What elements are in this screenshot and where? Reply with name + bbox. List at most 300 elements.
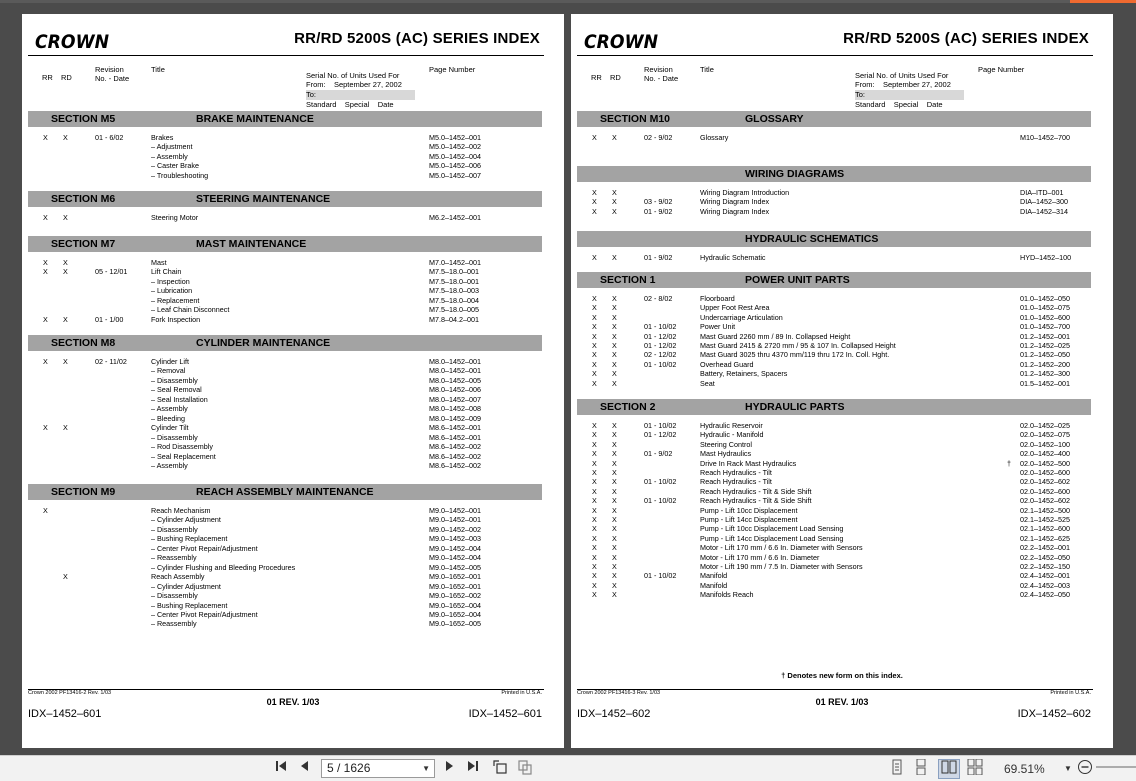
page-number: 01.5–1452–001 xyxy=(1020,378,1070,388)
section-band xyxy=(28,335,542,351)
section-band xyxy=(577,111,1091,127)
entry-title: Hydraulic - Manifold xyxy=(700,430,764,440)
rr-mark: X xyxy=(592,496,597,506)
page-number: M7.5–18.0–005 xyxy=(429,305,479,315)
section-number: SECTION M5 xyxy=(51,113,116,125)
entry-title: Mast xyxy=(151,258,167,267)
standard-label: Standard xyxy=(855,100,886,109)
rr-mark: X xyxy=(592,486,597,496)
entry-title: Reach Assembly xyxy=(151,572,205,582)
window-top-edge xyxy=(0,0,1136,3)
first-page-icon[interactable] xyxy=(272,759,290,779)
page-number: M7.5–18.0–004 xyxy=(429,295,479,305)
crown-logo xyxy=(582,30,662,52)
entry-title: Manifold xyxy=(700,580,728,590)
page-number: 02.0–1452–100 xyxy=(1020,439,1070,449)
page-number: M9.0–1452–004 xyxy=(429,553,481,563)
from-date: September 27, 2002 xyxy=(882,80,951,89)
to-field xyxy=(855,90,964,100)
entry-title: Motor - Lift 190 mm / 7.5 In. Diameter with Sensors xyxy=(700,562,863,571)
page-number: 01.2–1452–300 xyxy=(1020,369,1070,379)
next-page-icon[interactable] xyxy=(440,759,458,779)
rr-mark: X xyxy=(592,197,597,207)
page-number: M9.0–1452–005 xyxy=(429,562,481,572)
index-row xyxy=(571,379,1113,389)
entry-title: Mast Guard 3025 thru 4370 mm/119 thru 172 In. Coll. Hght. xyxy=(700,350,890,360)
entry-title: Reach Hydraulics - Tilt xyxy=(700,477,772,487)
zoom-level[interactable]: 69.51% xyxy=(1004,762,1045,776)
index-row xyxy=(571,590,1113,600)
revision-date: 01 - 10/02 xyxy=(644,571,677,581)
index-row xyxy=(22,461,564,471)
svg-text:CROWN: CROWN xyxy=(584,31,659,52)
entry-title: Battery, Retainers, Spacers xyxy=(700,369,788,379)
svg-text:CROWN: CROWN xyxy=(35,31,110,52)
zoom-slider[interactable] xyxy=(1096,759,1136,779)
page-number: M5.0–1452–004 xyxy=(429,151,481,161)
single-page-icon[interactable] xyxy=(888,759,906,779)
viewer-toolbar xyxy=(0,755,1136,781)
page-number: M9.0–1652–002 xyxy=(429,591,481,601)
accent-strip xyxy=(1070,0,1136,3)
index-row xyxy=(571,332,1113,342)
copy-icon[interactable] xyxy=(515,759,535,779)
page-number: M8.0–1452–001 xyxy=(429,366,481,376)
page-number: M9.0–1652–005 xyxy=(429,619,481,629)
index-row xyxy=(571,440,1113,450)
continuous-icon[interactable] xyxy=(912,759,930,779)
index-row xyxy=(571,581,1113,591)
entry-title: – Troubleshooting xyxy=(151,170,209,180)
index-row xyxy=(22,591,564,601)
section-band xyxy=(577,272,1091,288)
page-number: 02.0–1452–025 xyxy=(1020,421,1070,430)
entry-title: Hydraulic Schematic xyxy=(700,253,766,262)
rr-mark: X xyxy=(43,258,48,267)
serial-label: Serial No. of Units Used For xyxy=(855,71,949,80)
rd-mark: X xyxy=(63,213,68,222)
page-number: M7.5–18.0–001 xyxy=(429,276,479,286)
col-header-title: Title xyxy=(151,65,165,74)
entry-title: – Center Pivot Repair/Adjustment xyxy=(151,543,258,553)
index-row xyxy=(571,133,1113,143)
entry-title: Pump - Lift 14cc Displacement xyxy=(700,515,798,524)
entry-title: – Bushing Replacement xyxy=(151,534,228,544)
entry-title: Motor - Lift 170 mm / 6.6 In. Diameter with Sensors xyxy=(700,543,863,553)
page-number: 01.0–1452–075 xyxy=(1020,303,1070,313)
footer-idx-right: IDX–1452–601 xyxy=(468,708,542,720)
section-number: SECTION M6 xyxy=(51,193,116,205)
col-header-rr: RR xyxy=(42,73,53,82)
entry-title: Wiring Diagram Index xyxy=(700,197,770,207)
page-number: M8.0–1452–009 xyxy=(429,413,481,423)
rd-mark: X xyxy=(63,267,68,277)
index-row xyxy=(22,515,564,525)
rr-mark: X xyxy=(592,505,597,515)
rd-mark: X xyxy=(612,552,617,562)
entry-title: – Disassembly xyxy=(151,432,198,442)
rd-mark: X xyxy=(612,430,617,440)
index-row xyxy=(22,423,564,433)
index-row xyxy=(571,294,1113,304)
rr-mark: X xyxy=(43,314,48,324)
footer-revision: 01 REV. 1/03 xyxy=(815,697,869,707)
section-number: SECTION 1 xyxy=(600,274,656,286)
index-row xyxy=(22,357,564,367)
index-row xyxy=(22,601,564,611)
page-number: M8.6–1452–001 xyxy=(429,423,481,433)
entry-title: – Reassembly xyxy=(151,553,197,563)
footer-idx-left: IDX–1452–602 xyxy=(577,708,651,720)
page-number: M8.6–1452–002 xyxy=(429,442,481,452)
rd-mark: X xyxy=(612,206,617,216)
rr-mark: X xyxy=(43,133,48,142)
rr-mark: X xyxy=(592,359,597,369)
rr-mark: X xyxy=(592,253,597,262)
entry-title: – Assembly xyxy=(151,151,188,161)
section-title: CYLINDER MAINTENANCE xyxy=(196,337,331,349)
rr-mark: X xyxy=(592,421,597,430)
rd-mark: X xyxy=(63,314,68,324)
entry-title: – Disassembly xyxy=(151,524,198,534)
page-number: 02.1–1452–500 xyxy=(1020,505,1070,515)
page-number: 02.0–1452–500 xyxy=(1020,458,1070,468)
revision-date: 01 - 9/02 xyxy=(644,449,673,459)
rd-mark: X xyxy=(612,571,617,581)
rr-mark: X xyxy=(592,590,597,600)
entry-title: Manifold xyxy=(700,571,728,581)
index-row xyxy=(571,188,1113,198)
rr-mark: X xyxy=(592,312,597,322)
section-number: SECTION M8 xyxy=(51,337,116,349)
entry-title: Hydraulic Reservoir xyxy=(700,421,763,430)
index-row xyxy=(571,515,1113,525)
rr-mark: X xyxy=(592,303,597,313)
entry-title: Fork Inspection xyxy=(151,314,201,324)
revision-date: 01 - 1/00 xyxy=(95,314,124,324)
revision-date: 01 - 10/02 xyxy=(644,421,677,430)
index-row xyxy=(571,449,1113,459)
entry-title: Cylinder Lift xyxy=(151,357,189,366)
revision-date: 05 - 12/01 xyxy=(95,267,128,277)
rd-mark: X xyxy=(612,533,617,543)
section-title: HYDRAULIC SCHEMATICS xyxy=(745,233,879,245)
rr-mark: X xyxy=(592,524,597,534)
index-row xyxy=(22,296,564,306)
entry-title: – Seal Replacement xyxy=(151,451,216,461)
header-rule xyxy=(28,55,544,56)
index-row xyxy=(22,305,564,315)
entry-title: Steering Control xyxy=(700,439,752,449)
index-row xyxy=(571,571,1113,581)
rd-mark: X xyxy=(612,590,617,600)
index-row xyxy=(571,468,1113,478)
page-number: M7.5–18.0–001 xyxy=(429,267,479,277)
index-row xyxy=(22,544,564,554)
last-page-icon[interactable] xyxy=(464,759,482,779)
rd-mark: X xyxy=(63,133,68,142)
two-page-icon[interactable] xyxy=(938,759,960,779)
from-label: From: xyxy=(855,80,875,89)
section-title: WIRING DIAGRAMS xyxy=(745,168,845,180)
rd-mark: X xyxy=(612,505,617,515)
entry-title: Power Unit xyxy=(700,322,736,332)
index-row xyxy=(571,207,1113,217)
entry-title: – Bushing Replacement xyxy=(151,600,228,610)
col-header-rd: RD xyxy=(61,73,72,82)
index-row xyxy=(22,525,564,535)
section-title: HYDRAULIC PARTS xyxy=(745,401,845,413)
index-row xyxy=(571,341,1113,351)
section-band xyxy=(577,399,1091,415)
revision-date: 01 - 9/02 xyxy=(644,253,673,262)
index-row xyxy=(571,496,1113,506)
new-form-note: † Denotes new form on this index. xyxy=(781,671,903,680)
entry-title: Wiring Diagram Index xyxy=(700,206,770,216)
page-number: 01.2–1452–025 xyxy=(1020,341,1070,350)
rr-mark: X xyxy=(592,468,597,477)
rd-mark: X xyxy=(612,524,617,534)
entry-title: Seat xyxy=(700,378,715,388)
rr-mark: X xyxy=(592,580,597,590)
page-number: 02.4–1452–001 xyxy=(1020,571,1070,581)
page-number-field[interactable] xyxy=(321,759,435,778)
entry-title: Wiring Diagram Introduction xyxy=(700,188,790,197)
page-number: M8.0–1452–007 xyxy=(429,394,481,404)
index-row xyxy=(571,553,1113,563)
prev-page-icon[interactable] xyxy=(296,759,314,779)
rd-mark: X xyxy=(612,543,617,553)
index-row xyxy=(22,385,564,395)
section-band xyxy=(28,236,542,252)
rd-mark: X xyxy=(63,357,68,366)
index-row xyxy=(571,459,1113,469)
rr-mark: X xyxy=(592,439,597,449)
zoom-dropdown-icon[interactable]: ▼ xyxy=(1064,764,1072,773)
index-row xyxy=(22,610,564,620)
index-row xyxy=(22,258,564,268)
index-row xyxy=(22,534,564,544)
rr-mark: X xyxy=(592,543,597,553)
col-header-rd: RD xyxy=(610,73,621,82)
entry-title: – Assembly xyxy=(151,404,188,414)
page-number: DIA–1452–314 xyxy=(1020,206,1068,216)
page-number: M9.0–1452–004 xyxy=(429,543,481,553)
footer-idx-left: IDX–1452–601 xyxy=(28,708,102,720)
page-number: M10–1452–700 xyxy=(1020,133,1070,142)
entry-title: Undercarriage Articulation xyxy=(700,312,783,322)
rd-mark: X xyxy=(612,458,617,468)
entry-title: – Disassembly xyxy=(151,591,198,601)
page-number: 02.2–1452–001 xyxy=(1020,543,1070,553)
page-number: 02.2–1452–150 xyxy=(1020,562,1070,571)
zoom-out-icon[interactable] xyxy=(1076,759,1094,779)
rr-mark: X xyxy=(592,133,597,142)
entry-title: Brakes xyxy=(151,133,174,142)
page-dropdown-icon[interactable]: ▼ xyxy=(422,764,430,773)
rr-mark: X xyxy=(43,267,48,277)
revision-date: 01 - 10/02 xyxy=(644,322,677,332)
rd-mark: X xyxy=(612,477,617,487)
footer-printed: Printed in U.S.A. xyxy=(501,690,542,696)
entry-title: Pump - Lift 14cc Displacement Load Sensing xyxy=(700,533,844,543)
index-row xyxy=(22,506,564,516)
rr-mark: X xyxy=(592,430,597,440)
section-title: POWER UNIT PARTS xyxy=(745,274,850,286)
entry-title: – Cylinder Adjustment xyxy=(151,515,221,525)
entry-title: – Seal Installation xyxy=(151,394,208,404)
page-number: M7.8–04.2–001 xyxy=(429,314,479,324)
rd-mark: X xyxy=(612,331,617,341)
two-page-continuous-icon[interactable] xyxy=(966,759,984,779)
standard-label: Standard xyxy=(306,100,337,109)
index-row xyxy=(22,414,564,424)
page-number: HYD–1452–100 xyxy=(1020,253,1072,262)
footer-copyright: Crown 2002 PF13416-3 Rev. 1/03 xyxy=(577,690,661,696)
serial-label: Serial No. of Units Used For xyxy=(306,71,400,80)
page-number: 01.0–1452–050 xyxy=(1020,294,1070,303)
page-number: 02.4–1452–050 xyxy=(1020,590,1070,600)
page-number-value: 5 / 1626 xyxy=(327,761,371,775)
from-label: From: xyxy=(306,80,326,89)
index-row xyxy=(22,213,564,223)
rd-mark: X xyxy=(612,253,617,262)
rr-mark: X xyxy=(43,506,48,515)
document-page-left xyxy=(22,14,564,748)
col-header-revision: Revision xyxy=(95,65,124,74)
date-label: Date xyxy=(926,100,943,109)
rr-mark: X xyxy=(592,562,597,571)
rotate-icon[interactable] xyxy=(490,759,510,779)
section-number: SECTION 2 xyxy=(600,401,656,413)
index-row xyxy=(571,303,1113,313)
col-header-rr: RR xyxy=(591,73,602,82)
rr-mark: X xyxy=(592,322,597,332)
page-number: DIA–ITD–001 xyxy=(1020,188,1064,197)
index-row xyxy=(571,534,1113,544)
index-row xyxy=(571,430,1113,440)
entry-title: – Bleeding xyxy=(151,413,185,423)
rd-mark: X xyxy=(612,378,617,388)
page-number: M9.0–1652–001 xyxy=(429,581,481,591)
index-row xyxy=(22,433,564,443)
section-number: SECTION M7 xyxy=(51,238,116,250)
index-row xyxy=(571,350,1113,360)
rr-mark: X xyxy=(592,552,597,562)
index-row xyxy=(22,133,564,143)
page-number: M7.5–18.0–003 xyxy=(429,286,479,296)
rd-mark: X xyxy=(612,562,617,571)
page-number: 02.1–1452–525 xyxy=(1020,515,1070,524)
page-number: 02.1–1452–625 xyxy=(1020,533,1070,543)
document-page-right xyxy=(571,14,1113,748)
page-number: 01.2–1452–001 xyxy=(1020,331,1070,341)
entry-title: – Seal Removal xyxy=(151,385,202,395)
page-number: M6.2–1452–001 xyxy=(429,213,481,222)
entry-title: Cylinder Tilt xyxy=(151,423,189,433)
entry-title: Mast Hydraulics xyxy=(700,449,752,459)
special-label: Special xyxy=(344,100,370,109)
revision-date: 01 - 6/02 xyxy=(95,133,124,142)
to-label: To: xyxy=(855,90,866,99)
entry-title: Lift Chain xyxy=(151,267,182,277)
entry-title: – Replacement xyxy=(151,295,200,305)
index-row xyxy=(571,487,1113,497)
page-number: 02.0–1452–600 xyxy=(1020,486,1070,496)
page-number: 02.0–1452–600 xyxy=(1020,468,1070,477)
entry-title: – Lubrication xyxy=(151,286,193,296)
index-row xyxy=(22,142,564,152)
rd-mark: X xyxy=(612,496,617,506)
rr-mark: X xyxy=(592,341,597,350)
date-label: Date xyxy=(377,100,394,109)
entry-title: – Center Pivot Repair/Adjustment xyxy=(151,609,258,619)
page-number: M8.0–1452–005 xyxy=(429,375,481,385)
crown-logo xyxy=(33,30,113,52)
serial-number-block xyxy=(306,71,415,110)
index-row xyxy=(22,152,564,162)
index-row xyxy=(22,553,564,563)
entry-title: Reach Mechanism xyxy=(151,506,211,515)
section-band xyxy=(577,231,1091,247)
index-row xyxy=(571,253,1113,263)
entry-title: – Leaf Chain Disconnect xyxy=(151,305,230,315)
rd-mark: X xyxy=(612,188,617,197)
page-number: M5.0–1452–007 xyxy=(429,170,481,180)
rr-mark: X xyxy=(592,350,597,360)
index-row xyxy=(571,360,1113,370)
page-number: M9.0–1652–001 xyxy=(429,572,481,582)
entry-title: – Caster Brake xyxy=(151,161,199,171)
rd-mark: X xyxy=(612,580,617,590)
section-band xyxy=(28,484,542,500)
section-title: REACH ASSEMBLY MAINTENANCE xyxy=(196,486,374,498)
rr-mark: X xyxy=(592,533,597,543)
entry-title: – Adjustment xyxy=(151,142,193,152)
revision-date: 02 - 12/02 xyxy=(644,350,677,360)
col-header-revision: Revision xyxy=(644,65,673,74)
rr-mark: X xyxy=(592,206,597,216)
entry-title: Glossary xyxy=(700,133,729,142)
page-number: M9.0–1652–004 xyxy=(429,609,481,619)
revision-date: 03 - 9/02 xyxy=(644,197,673,207)
rr-mark: X xyxy=(592,477,597,487)
rr-mark: X xyxy=(43,423,48,433)
entry-title: – Rod Disassembly xyxy=(151,442,213,452)
entry-title: Pump - Lift 10cc Displacement Load Sensing xyxy=(700,524,844,534)
rd-mark: X xyxy=(612,421,617,430)
revision-date: 02 - 8/02 xyxy=(644,294,673,303)
header-rule xyxy=(577,55,1093,56)
entry-title: Mast Guard 2415 & 2720 mm / 95 & 107 In. Collapsed Height xyxy=(700,341,896,350)
index-row xyxy=(22,452,564,462)
index-row xyxy=(571,197,1113,207)
rd-mark: X xyxy=(612,312,617,322)
index-row xyxy=(22,442,564,452)
rr-mark: X xyxy=(592,188,597,197)
index-row xyxy=(22,404,564,414)
entry-title: Motor - Lift 170 mm / 6.6 In. Diameter xyxy=(700,552,820,562)
section-number: SECTION M10 xyxy=(600,113,671,125)
entry-title: Floorboard xyxy=(700,294,735,303)
revision-date: 01 - 12/02 xyxy=(644,331,677,341)
page-number: 02.0–1452–602 xyxy=(1020,477,1070,487)
rr-mark: X xyxy=(592,449,597,459)
index-row xyxy=(22,572,564,582)
footer-copyright: Crown 2002 PF13416-2 Rev. 1/03 xyxy=(28,690,112,696)
entry-title: Upper Foot Rest Area xyxy=(700,303,770,313)
rd-mark: X xyxy=(612,369,617,379)
